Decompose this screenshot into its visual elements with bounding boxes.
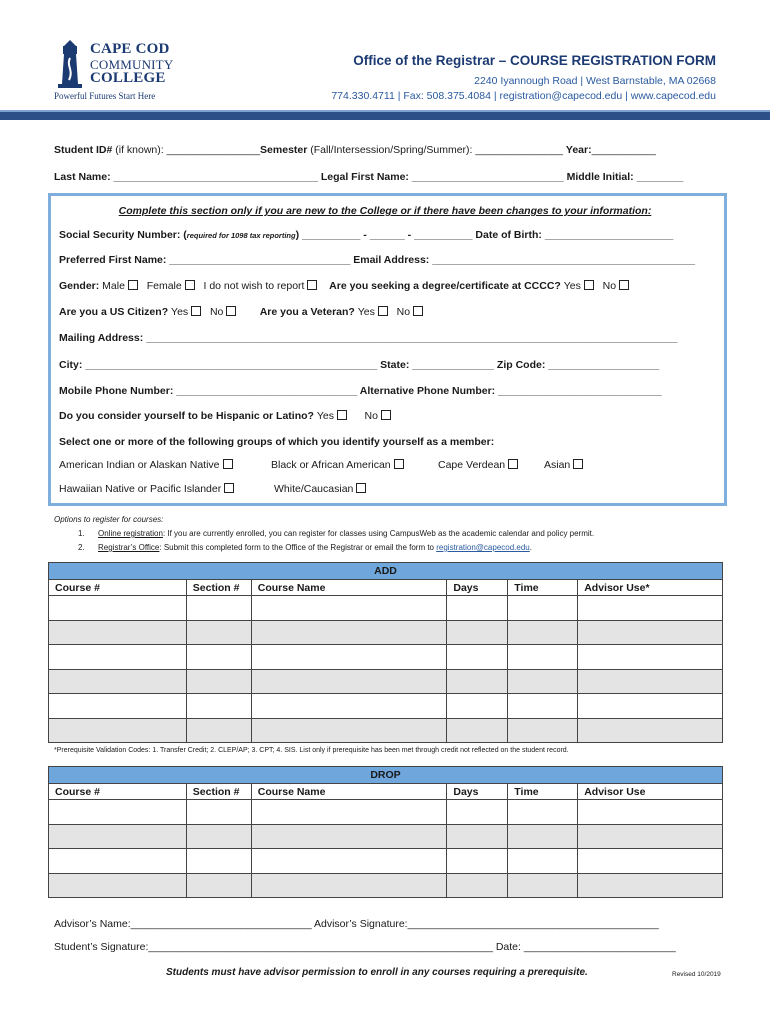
student-signature-row[interactable]: Student’s Signature:___________________________________________________________ Date: __________________________: [54, 941, 676, 953]
table-cell[interactable]: [186, 718, 251, 743]
column-header: Section #: [186, 784, 251, 800]
gender-other-label: I do not wish to report: [203, 280, 305, 292]
student-id-label: Student ID#: [54, 144, 113, 156]
veteran-question: Are you a Veteran?: [259, 306, 355, 318]
table-cell[interactable]: [251, 596, 447, 621]
veteran-no-label: No: [396, 306, 411, 318]
logo-line1: CAPE COD: [90, 41, 170, 57]
table-cell[interactable]: [508, 620, 578, 645]
column-header: Days: [447, 580, 508, 596]
drop-courses-table: [48, 766, 723, 898]
group-item: [59, 483, 234, 495]
option-online: [78, 529, 594, 538]
citizen-no-checkbox[interactable]: [226, 306, 236, 316]
table-cell[interactable]: [508, 800, 578, 825]
table-cell[interactable]: [186, 645, 251, 670]
degree-no-checkbox[interactable]: [619, 280, 629, 290]
table-cell[interactable]: [508, 694, 578, 719]
table-cell[interactable]: [49, 620, 187, 645]
college-logo: [54, 36, 174, 102]
table-cell[interactable]: [49, 669, 187, 694]
mailing-address-row[interactable]: Mailing Address: ___________________________________________________________________________________________: [59, 332, 678, 344]
gender-degree-row: [59, 280, 629, 292]
logo-line3: COLLEGE: [90, 70, 166, 86]
logo-tagline: Powerful Futures Start Here: [54, 91, 156, 101]
ssn-dob-fields[interactable]: ) __________ - ______ - __________ Date of Birth: ______________________: [295, 229, 674, 241]
hispanic-no-label: No: [364, 410, 378, 422]
option-registrar-text: : Submit this completed form to the Office of the Registrar or email the form to: [159, 543, 437, 552]
ssn-label: Social Security Number: (: [59, 229, 187, 241]
table-cell[interactable]: [49, 645, 187, 670]
table-row: [49, 645, 723, 670]
table-cell[interactable]: [251, 718, 447, 743]
office-address: 2240 Iyannough Road | West Barnstable, MA 02668: [474, 75, 716, 87]
table-cell[interactable]: [251, 873, 447, 898]
hispanic-question: Do you consider yourself to be Hispanic or Latino?: [59, 410, 314, 422]
citizen-yes-checkbox[interactable]: [191, 306, 201, 316]
gender-label: Gender:: [59, 280, 100, 292]
city-state-zip-row[interactable]: City: __________________________________________________ State: ______________ Zip Code: ___________________: [59, 359, 660, 371]
table-cell[interactable]: [186, 849, 251, 874]
column-header: Time: [508, 580, 578, 596]
phone-row[interactable]: Mobile Phone Number: _______________________________ Alternative Phone Number: ____________________________: [59, 385, 662, 397]
veteran-no-checkbox[interactable]: [413, 306, 423, 316]
advisor-signature-row[interactable]: Advisor’s Name:_______________________________ Advisor’s Signature:___________________________________________: [54, 918, 659, 930]
degree-yes-checkbox[interactable]: [584, 280, 594, 290]
new-student-section-title: Complete this section only if you are new to the College or if there have been changes to your information:: [118, 205, 652, 217]
degree-no-label: No: [602, 280, 617, 292]
prerequisite-footnote: *Prerequisite Validation Codes: 1. Transfer Credit; 2. CLEP/AP; 3. CPT; 4. SIS. List only if prerequisite has been met through credit not reflected on the student record.: [54, 747, 569, 754]
table-cell[interactable]: [447, 596, 508, 621]
table-cell[interactable]: [508, 596, 578, 621]
table-row: [49, 824, 723, 849]
preferred-email-row[interactable]: Preferred First Name: _______________________________ Email Address: _____________________________________________: [59, 254, 695, 266]
degree-yes-label: Yes: [563, 280, 581, 292]
year-field[interactable]: ___________: [591, 144, 656, 156]
table-cell[interactable]: [447, 718, 508, 743]
revision-date: Revised 10/2019: [672, 971, 721, 978]
office-contact: 774.330.4711 | Fax: 508.375.4084 | registration@capecod.edu | www.capecod.edu: [331, 90, 716, 102]
table-cell[interactable]: [578, 669, 723, 694]
table-cell[interactable]: [508, 849, 578, 874]
student-id-field[interactable]: (if known): ________________: [112, 144, 261, 156]
table-cell[interactable]: [447, 694, 508, 719]
table-cell[interactable]: [508, 718, 578, 743]
table-cell[interactable]: [186, 620, 251, 645]
table-row: [49, 718, 723, 743]
table-cell[interactable]: [508, 873, 578, 898]
hispanic-no-checkbox[interactable]: [381, 410, 391, 420]
table-cell[interactable]: [251, 694, 447, 719]
table-cell[interactable]: [186, 800, 251, 825]
table-cell[interactable]: [186, 694, 251, 719]
degree-question: Are you seeking a degree/certificate at CCCC?: [329, 280, 561, 292]
column-header: Course #: [49, 580, 187, 596]
ssn-note: required for 1098 tax reporting: [186, 231, 296, 240]
table-cell[interactable]: [186, 669, 251, 694]
student-id-row: [54, 144, 656, 156]
table-row: [49, 620, 723, 645]
table-cell[interactable]: [49, 824, 187, 849]
table-cell[interactable]: [578, 718, 723, 743]
group-label: Asian: [544, 459, 571, 471]
group-checkbox[interactable]: [394, 459, 404, 469]
column-header: Advisor Use: [578, 784, 723, 800]
group-checkbox[interactable]: [223, 459, 233, 469]
veteran-yes-checkbox[interactable]: [378, 306, 388, 316]
table-cell[interactable]: [49, 873, 187, 898]
prerequisite-notice: Students must have advisor permission to enroll in any courses requiring a prerequisite.: [166, 967, 588, 978]
registrar-office-link[interactable]: Registrar’s Office: [98, 543, 160, 552]
group-label: Cape Verdean: [438, 459, 506, 471]
table-row: [49, 669, 723, 694]
column-header: Section #: [186, 580, 251, 596]
add-courses-table: [48, 562, 723, 743]
table-cell[interactable]: [447, 873, 508, 898]
citizen-yes-label: Yes: [171, 306, 189, 318]
table-cell[interactable]: [447, 824, 508, 849]
gender-female-checkbox[interactable]: [185, 280, 195, 290]
name-row[interactable]: Last Name: ___________________________________ Legal First Name: __________________________ Middle Initial: ________: [54, 171, 684, 183]
table-cell[interactable]: [578, 596, 723, 621]
gender-female-label: Female: [146, 280, 182, 292]
group-item: [544, 459, 583, 471]
table-cell[interactable]: [186, 873, 251, 898]
options-heading: Options to register for courses:: [54, 515, 164, 524]
table-cell[interactable]: [578, 873, 723, 898]
drop-table-title: DROP: [49, 767, 723, 784]
group-checkbox[interactable]: [573, 459, 583, 469]
table-cell[interactable]: [578, 824, 723, 849]
gender-other-checkbox[interactable]: [307, 280, 317, 290]
option-registrar-end: .: [529, 543, 532, 552]
table-cell[interactable]: [578, 800, 723, 825]
table-cell[interactable]: [251, 669, 447, 694]
citizen-veteran-row: [59, 306, 423, 318]
table-cell[interactable]: [508, 645, 578, 670]
table-cell[interactable]: [578, 645, 723, 670]
table-cell[interactable]: [447, 645, 508, 670]
gender-male-label: Male: [99, 280, 125, 292]
table-cell[interactable]: [578, 694, 723, 719]
lighthouse-icon: [54, 40, 86, 88]
table-cell[interactable]: [251, 645, 447, 670]
hispanic-yes-label: Yes: [316, 410, 335, 422]
table-cell[interactable]: [447, 800, 508, 825]
column-header: Days: [447, 784, 508, 800]
table-cell[interactable]: [49, 718, 187, 743]
table-cell[interactable]: [508, 669, 578, 694]
group-item: [438, 459, 518, 471]
groups-question: Select one or more of the following groups of which you identify yourself as a member:: [59, 436, 495, 448]
group-label: American Indian or Alaskan Native: [59, 459, 220, 471]
table-cell[interactable]: [49, 849, 187, 874]
option-number: 1.: [78, 529, 85, 538]
table-row: [49, 849, 723, 874]
table-cell[interactable]: [186, 596, 251, 621]
group-checkbox[interactable]: [356, 483, 366, 493]
table-cell[interactable]: [447, 620, 508, 645]
hispanic-yes-checkbox[interactable]: [337, 410, 347, 420]
table-cell[interactable]: [508, 824, 578, 849]
table-cell[interactable]: [251, 620, 447, 645]
citizen-no-label: No: [209, 306, 224, 318]
table-cell[interactable]: [186, 824, 251, 849]
table-cell[interactable]: [578, 620, 723, 645]
option-online-text: : If you are currently enrolled, you can register for classes using CampusWeb as the academic calendar and policy permit.: [162, 529, 595, 538]
column-header: Course #: [49, 784, 187, 800]
table-cell[interactable]: [251, 800, 447, 825]
group-label: Black or African American: [271, 459, 391, 471]
hispanic-row: [59, 410, 391, 422]
group-checkbox[interactable]: [224, 483, 234, 493]
column-header: Course Name: [251, 784, 447, 800]
table-row: [49, 873, 723, 898]
group-label: White/Caucasian: [274, 483, 354, 495]
table-row: [49, 800, 723, 825]
table-cell[interactable]: [447, 849, 508, 874]
table-row: [49, 596, 723, 621]
table-cell[interactable]: [251, 824, 447, 849]
table-cell[interactable]: [447, 669, 508, 694]
year-label: Year:: [565, 144, 592, 156]
group-item: [271, 459, 404, 471]
header-divider: [0, 112, 770, 120]
logo-line2: COMMUNITY: [90, 57, 174, 72]
veteran-yes-label: Yes: [357, 306, 375, 318]
table-cell[interactable]: [49, 800, 187, 825]
registration-email-link[interactable]: registration@capecod.edu: [436, 543, 530, 552]
table-row: [49, 694, 723, 719]
group-item: [59, 459, 233, 471]
column-header: Course Name: [251, 580, 447, 596]
column-header: Time: [508, 784, 578, 800]
citizen-question: Are you a US Citizen?: [59, 306, 169, 318]
table-cell[interactable]: [49, 596, 187, 621]
add-table-title: ADD: [49, 563, 723, 580]
option-number: 2.: [78, 543, 85, 552]
group-checkbox[interactable]: [508, 459, 518, 469]
ssn-row[interactable]: [59, 229, 673, 241]
group-item: [274, 483, 366, 495]
table-cell[interactable]: [578, 849, 723, 874]
form-title: Office of the Registrar – COURSE REGISTRATION FORM: [353, 53, 716, 68]
table-cell[interactable]: [49, 694, 187, 719]
online-registration-link[interactable]: Online registration: [98, 529, 163, 538]
table-cell[interactable]: [251, 849, 447, 874]
gender-male-checkbox[interactable]: [128, 280, 138, 290]
semester-field[interactable]: (Fall/Intersession/Spring/Summer): _______________: [307, 144, 566, 156]
column-header: Advisor Use*: [578, 580, 723, 596]
group-label: Hawaiian Native or Pacific Islander: [59, 483, 222, 495]
semester-label: Semester: [260, 144, 308, 156]
option-registrar: [78, 543, 532, 552]
